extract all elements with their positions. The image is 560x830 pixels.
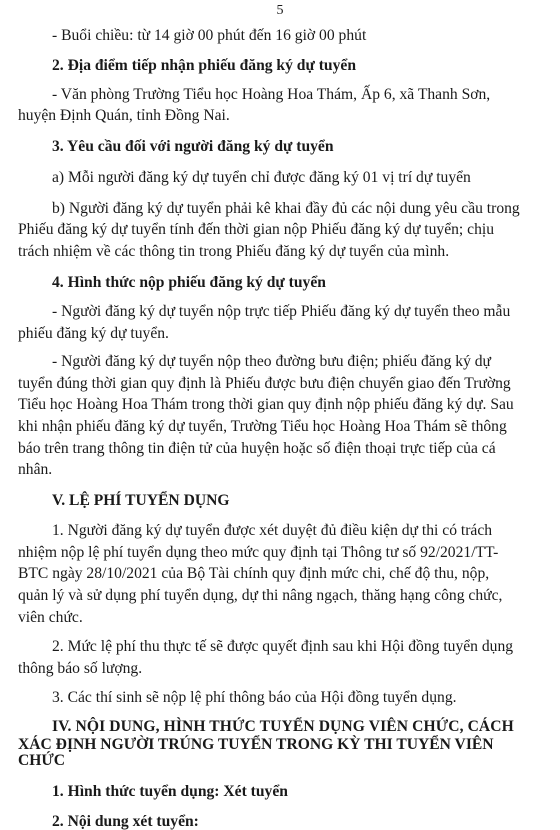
heading-location: 2. Địa điểm tiếp nhận phiếu đăng ký dự tuyển — [52, 56, 356, 74]
submission-2-line-4: khi nhận phiếu đăng ký dự tuyển, Trường Tiểu học Hoàng Hoa Thám sẽ thông — [18, 417, 507, 435]
heading-content-line-3: CHỨC — [18, 752, 66, 770]
submission-2-line-5: báo trên trang thông tin điện tử của huyện hoặc số điện thoại trực tiếp của cá — [18, 439, 496, 457]
heading-requirements: 3. Yêu cầu đối với người đăng ký dự tuyển — [52, 138, 334, 156]
submission-1-line-1: - Người đăng ký dự tuyển nộp trực tiếp Phiếu đăng ký dự tuyển theo mẫu — [52, 302, 511, 320]
fee-1-line-5: viên chức. — [18, 608, 83, 626]
schedule-afternoon: - Buổi chiều: từ 14 giờ 00 phút đến 16 giờ 00 phút — [52, 27, 367, 44]
requirement-b-line-2: Phiếu đăng ký dự tuyển tính đến thời gian nộp Phiếu đăng ký dự tuyển; chịu — [18, 221, 495, 239]
heading-recruitment-form: 1. Hình thức tuyển dụng: Xét tuyển — [52, 782, 288, 800]
fee-2-line-1: 2. Mức lệ phí thu thực tế sẽ được quyết định sau khi Hội đồng tuyển dụng — [52, 638, 514, 656]
heading-submission: 4. Hình thức nộp phiếu đăng ký dự tuyển — [52, 274, 326, 292]
fee-1-line-2: nhiệm nộp lệ phí tuyển dụng theo mức quy định tại Thông tư số 92/2021/TT- — [18, 543, 499, 561]
submission-2-line-2: tuyển đúng thời gian quy định là Phiếu được bưu điện chuyển giao đến Trường — [18, 374, 511, 392]
location-line-1: - Văn phòng Trường Tiểu học Hoàng Hoa Thám, Ấp 6, xã Thanh Sơn, — [52, 86, 491, 104]
location-line-2: huyện Định Quán, tỉnh Đồng Nai. — [18, 106, 230, 124]
heading-content-line-1: IV. NỘI DUNG, HÌNH THỨC TUYỂN DỤNG VIÊN CHỨC, CÁCH — [52, 718, 514, 736]
fee-1-line-1: 1. Người đăng ký dự tuyển được xét duyệt đủ điều kiện dự thi có trách — [52, 522, 493, 540]
submission-2-line-6: nhân. — [18, 461, 53, 479]
heading-review-content: 2. Nội dung xét tuyển: — [52, 813, 199, 830]
fee-2-line-2: thông báo số lượng. — [18, 659, 143, 677]
fee-3: 3. Các thí sinh sẽ nộp lệ phí thông báo của Hội đồng tuyển dụng. — [52, 689, 457, 707]
requirement-a: a) Mỗi người đăng ký dự tuyển chỉ được đăng ký 01 vị trí dự tuyển — [52, 168, 471, 186]
document-body — [18, 28, 544, 830]
requirement-b-line-1: b) Người đăng ký dự tuyển phải kê khai đầy đủ các nội dung yêu cầu trong — [52, 199, 520, 217]
requirement-b-line-3: trách nhiệm về các thông tin trong Phiếu đăng ký dự tuyển của mình. — [18, 242, 450, 260]
submission-2-line-1: - Người đăng ký dự tuyển nộp theo đường bưu điện; phiếu đăng ký dự — [52, 353, 492, 371]
submission-2-line-3: Tiểu học Hoàng Hoa Thám trong thời gian quy định nộp phiếu đăng ký dự. Sau — [18, 396, 514, 414]
fee-1-line-4: quản lý và sử dụng phí tuyển dụng, dự thi nâng ngạch, thăng hạng công chức, — [18, 587, 503, 605]
heading-fee: V. LỆ PHÍ TUYỂN DỤNG — [52, 491, 230, 509]
submission-1-line-2: phiếu đăng ký dự tuyển. — [18, 324, 169, 342]
fee-1-line-3: BTC ngày 28/10/2021 của Bộ Tài chính quy định mức chi, chế độ thu, nộp, — [18, 565, 490, 583]
heading-content-line-2: XÁC ĐỊNH NGƯỜI TRÚNG TUYỂN TRONG KỲ THI TUYỂN VIÊN — [18, 735, 494, 753]
page-number: 5 — [276, 3, 284, 18]
